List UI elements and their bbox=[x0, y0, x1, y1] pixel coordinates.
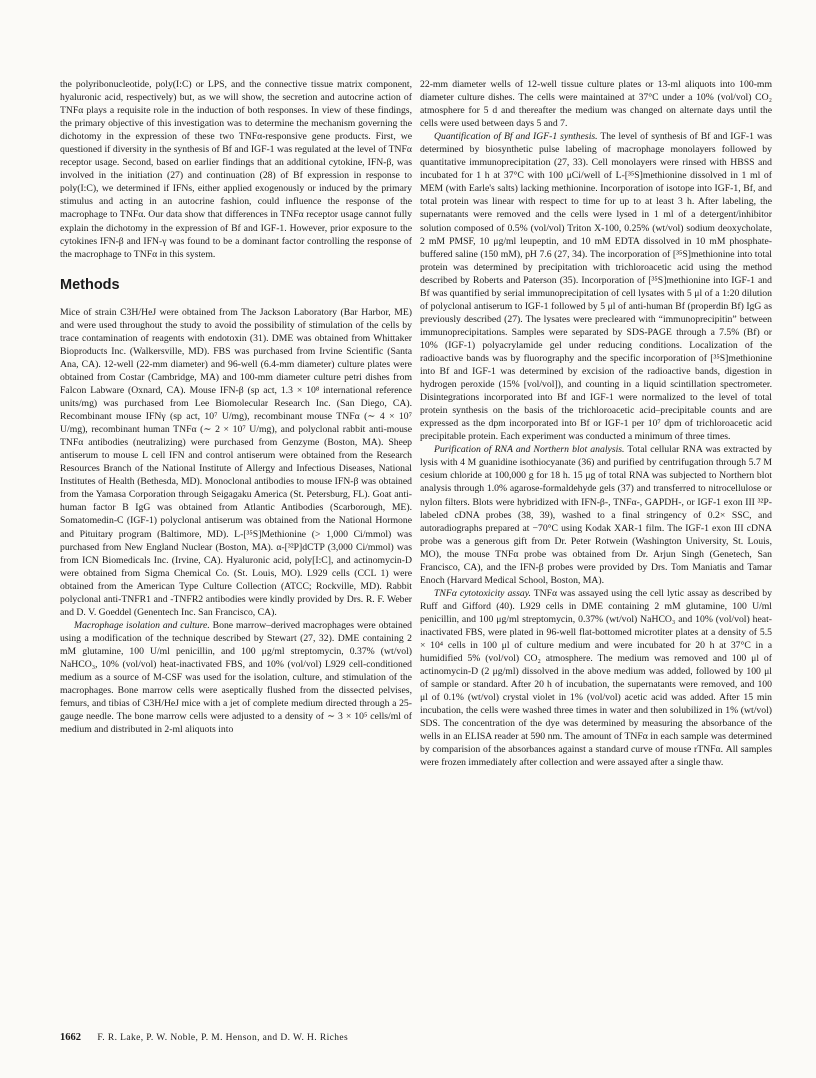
rna-subheading: Purification of RNA and Northern blot analysis. bbox=[434, 444, 625, 456]
tnf-assay-paragraph bbox=[420, 587, 772, 770]
quantification-subheading: Quantification of Bf and IGF-1 synthesis. bbox=[434, 131, 598, 143]
page-footer bbox=[60, 1032, 348, 1043]
rna-body: Total cellular RNA was extracted by lysis with 4 M guanidine isothiocyanate (36) and purified by centrifugation through 5.7 M cesium chloride at 100,000 g for 18 h. 15 μg of total RNA was subjected to Northern blot analysis through 1.0% agarose-formaldehyde gels (37) and transferred to nitrocellulose or nylon filters. Blots were hybridized with IFN-β-, TNFα-, GAPDH-, or IGF-1 exon III ³²P-labeled cDNA probes (38, 39), washed to a final stringency of 0.2× SSC, and autoradiographs prepared at −70°C using Kodak XAR-1 film. The IGF-1 exon III cDNA probe was a generous gift from Dr. Peter Rotwein (Washington University, St. Louis, MO), the mouse TNFα probe was obtained from Dr. Arjun Singh (Genetech, San Francisco, CA), and the IFN-β probes were provided by Drs. Tom Maniatis and Tamar Enoch (Harvard Medical School, Boston, MA). bbox=[420, 444, 772, 586]
footer-authors: F. R. Lake, P. W. Noble, P. M. Henson, and D. W. H. Riches bbox=[97, 1033, 349, 1043]
quantification-body: The level of synthesis of Bf and IGF-1 was determined by biosynthetic pulse labeling of macrophage monolayers followed by quantitative immunoprecipitation (27, 33). Cell monolayers were rinsed with HBSS and incubated for 1 h at 37°C with 100 μCi/well of L-[³⁵S]methionine dissolved in 1 ml of MEM (with Earle's salts) lacking methionine. Incorporation of isotope into IGF-1, Bf, and total protein was linear with respect to time for up to at least 3 h. After labeling, the supernatants were removed and the cells were lysed in 1 ml of a detergent/inhibitor solution composed of 0.5% (vol/vol) Triton X-100, 0.25% (wt/vol) sodium deoxycholate, 2 mM PMSF, 10 μg/ml leupeptin, and 10 mM EDTA dissolved in 10 mM phosphate-buffered saline (150 mM), pH 7.6 (27, 34). The incorporation of [³⁵S]methionine into total protein was determined by precipitation with trichloroacetic acid using the method described by Roberts and Paterson (35). Incorporation of [³⁵S]methionine into IGF-1 and Bf was quantified by serial immunoprecipitation of cell lysates with 5 μl of a 1:20 dilution of polyclonal antiserum to IGF-1 followed by 5 μl of anti-human Bf (properdin Bf) IgG as previously described (27). The lysates were precleared with “immunoprecipitin” between immunoprecipitations. Samples were separated by SDS-PAGE through a 7.5% (Bf) or 10% (IGF-1) polyacrylamide gel under reducing conditions. Localization of the radioactive bands was by fluorography and the specific incorporation of [³⁵S]methionine into Bf and IGF-1 was determined by excision of the radioactive bands, digestion in hydrogen peroxide (15% [vol/vol]), and counting in a liquid scintillation spectrometer. Disintegrations incorporated into Bf and IGF-1 were normalized to the level of total protein synthesis on the basis of the trichloroacetic acid–precipitable counts and are expressed as the dpm incorporated into Bf or IGF-1 per 10⁷ dpm of trichloroacetic acid precipitable protein. Each experiment was conducted a minimum of three times. bbox=[420, 131, 773, 443]
macrophage-paragraph bbox=[60, 619, 412, 736]
rna-paragraph bbox=[420, 443, 772, 587]
continuation-paragraph: 22-mm diameter wells of 12-well tissue culture plates or 13-ml aliquots into 100-mm diameter culture dishes. The cells were maintained at 37°C under a 10% (vol/vol) CO₂ atmosphere for 5 d and thereafter the medium was changed on alternate days until the cells were used between days 5 and 7. bbox=[420, 79, 772, 130]
quantification-paragraph bbox=[420, 130, 772, 443]
page-number: 1662 bbox=[60, 1032, 81, 1043]
tnf-assay-subheading: TNFα cytotoxicity assay. bbox=[434, 587, 531, 599]
methods-heading: Methods bbox=[60, 276, 120, 293]
tnf-assay-body: TNFα was assayed using the cell lytic assay as described by Ruff and Gifford (40). L929 cells in DME containing 2 mM glutamine, 100 U/ml penicillin, and 100 μg/ml streptomycin, 0.37% (wt/vol) NaHCO₃ and 10% (vol/vol) heat-inactivated FBS, were plated in 96-well flat-bottomed microtiter plates at a density of 5.5 × 10⁴ cells in 100 μl of culture medium and were incubated for 20 h at 37°C in a humidified 5% (vol/vol) CO₂ atmosphere. The medium was removed and 100 μl of actinomycin-D (2 μg/ml) dissolved in the above medium was added, followed by 100 μl of sample or standard. After 20 h of incubation, the supernatants were removed, and 100 μl of 0.1% (wt/vol) crystal violet in 1% (vol/vol) acetic acid was added. After 15 min incubation, the cells were washed three times in water and then solubilized in 1% (wt/vol) SDS. The concentration of the dye was determined by measuring the absorbance of the wells in an ELISA reader at 590 nm. The amount of TNFα in each sample was determined by comparision of the absorbances against a standard curve of mouse rTNFα. All samples were frozen immediately after collection and were assayed after a single thaw. bbox=[420, 587, 772, 769]
materials-paragraph: Mice of strain C3H/HeJ were obtained from The Jackson Laboratory (Bar Harbor, ME) and were used throughout the study to avoid the possibility of stimulation of the cells by trace contamination of reagents with endotoxin (31). DME was obtained from Whittaker Bioproducts Inc. (Walkersville, MD). FBS was purchased from Irvine Scientific (Santa Ana, CA). 12-well (22-mm diameter) and 96-well (6.4-mm diameter) culture plates were obtained from Costar (Cambridge, MA) and 100-mm diameter culture petri dishes from Falcon Labware (Oxnard, CA). Mouse IFN-β (sp act, 1.3 × 10⁸ international reference units/mg) was purchased from Lee Biomolecular Research Inc. (San Diego, CA). Recombinant mouse IFNγ (sp act, 10⁷ U/mg), recombinant mouse TNFα (∼ 4 × 10⁷ U/mg), recombinant human TNFα (∼ 2 × 10⁷ U/mg), and polyclonal rabbit anti-mouse TNFα antibodies (neutralizing) were purchased from Genzyme (Boston, MA). Sheep antiserum to mouse L cell IFN and control antiserum were obtained from the Research Resources Branch of the National Institute of Allergy and Infectious Diseases, National Institutes of Health (Bethesda, MD). Monoclonal antibodies to mouse IFN-β was obtained from the Yamasa Corporation through Seigagaku America (St. Petersburg, FL). Goat anti-human factor B IgG was obtained from Atlantic Antibodies (Scarborough, ME). Somatomedin-C (IGF-1) polyclonal antiserum was obtained from the National Hormone and Pituitary program (Baltimore, MD). L-[³⁵S]Methionine (> 1,000 Ci/mmol) was purchased from New England Nuclear (Boston, MA). α-[³²P]dCTP (3,000 Ci/mmol) was from ICN Biomedicals Inc. (Irvine, CA). Hyaluronic acid, poly[I:C], and actinomycin-D were obtained from Sigma Chemical Co. (St. Louis, MO). L929 cells (CCL 1) were obtained from the American Type Culture Collection (ATCC; Rockville, MD). Rabbit polyclonal anti-TNFR1 and -TNFR2 antibodies were kindly provided by Drs. R. F. Weber and D. V. Goeddel (Genentech Inc. San Francisco, CA). bbox=[60, 306, 412, 618]
left-column bbox=[60, 78, 412, 736]
macrophage-subheading: Macrophage isolation and culture. bbox=[74, 619, 210, 631]
macrophage-body: Bone marrow–derived macrophages were obtained using a modification of the technique described by Stewart (27, 32). DME containing 2 mM glutamine, 100 U/ml penicillin, and 100 μg/ml streptomycin, 0.37% (wt/vol) NaHCO₃, 10% (vol/vol) heat-inactivated FBS, and 10% (vol/vol) L929 cell-conditioned medium as a source of M-CSF was used for the isolation, culture, and stimulation of the macrophages. Bone marrow cells were aseptically flushed from the dissected pelvises, femurs, and tibias of C3H/HeJ mice with a jet of complete medium directed through a 25-gauge needle. The bone marrow cells were adjusted to a density of ∼ 3 × 10⁵ cells/ml of medium and distributed in 2-ml aliquots into bbox=[60, 619, 412, 736]
intro-paragraph: the polyribonucleotide, poly(I:C) or LPS, and the connective tissue matrix component, hyaluronic acid, respectively) but, as we will show, the secretion and autocrine action of TNFα plays a requisite role in the induction of both responses. In view of these findings, the primary objective of this investigation was to determine the mechanism governing the dichotomy in the expression of these two TNFα-responsive gene products. First, we questioned if diversity in the synthesis of Bf and IGF-1 was regulated at the level of TNFα receptor usage. Second, based on earlier findings that an additional cytokine, IFN-β, was involved in the initiation (27) and continuation (28) of Bf expression in response to poly(I:C), we determined if IFNs, either applied exogenously or induced by the primary stimulus and acting in an autocrine fashion, could influence the response of the macrophage to TNFα. Our data show that differences in TNFα receptor usage cannot fully explain the dichotomy in the expression of Bf and IGF-1. However, prior exposure to the cytokines IFN-β and IFN-γ was found to be a dominant factor controlling the response of the macrophage to TNFα in this system. bbox=[60, 79, 412, 260]
right-column bbox=[420, 78, 772, 769]
